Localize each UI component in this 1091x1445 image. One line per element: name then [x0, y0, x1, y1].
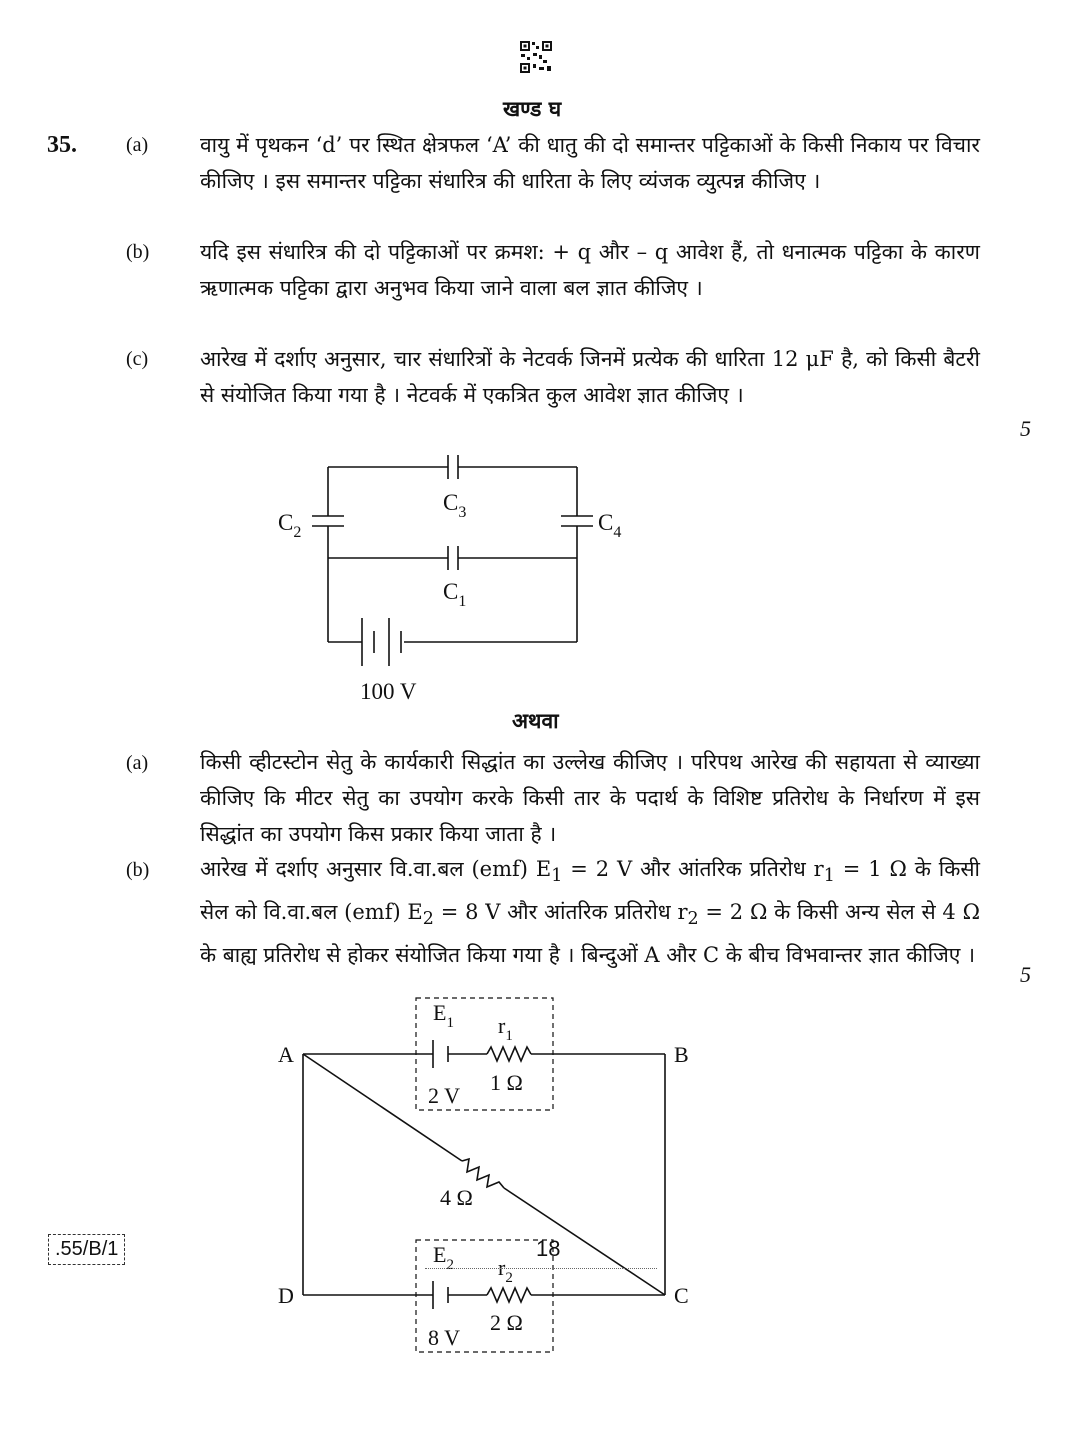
footer-code: .55/B/1	[48, 1234, 125, 1265]
part-b-text: यदि इस संधारित्र की दो पट्टिकाओं पर क्रमश: + q और – q आवेश हैं, तो धनात्मक पट्टिका के कारण ऋणात्मक पट्टिका द्वारा अनुभव किया जाने वाला बल ज्ञात कीजिए ।	[200, 240, 980, 300]
c1-label: $C_1$	[443, 579, 467, 610]
or-part-a-label: (a)	[126, 752, 149, 774]
external-resistor-label: 4 Ω	[440, 1185, 473, 1210]
marks-second: 5	[1020, 962, 1031, 987]
part-c-text: आरेख में दर्शाए अनुसार, चार संधारित्रों के नेटवर्क जिनमें प्रत्येक की धारिता 12 μF है, को किसी बैटरी से संयोजित किया गया है । नेटवर्क में एकत्रित कुल आवेश ज्ञात कीजिए ।	[200, 347, 980, 407]
node-a-label: A	[278, 1042, 294, 1067]
marks-first: 5	[1020, 416, 1031, 441]
v2-label: 8 V	[428, 1325, 460, 1350]
section-title: खण्ड घ	[503, 96, 562, 121]
or-part-b-text: आरेख में दर्शाए अनुसार वि.वा.बल (emf) $E_1 = 2$ V और आंतरिक प्रतिरोध $r_1 = 1$ Ω के किसी सेल को वि.वा.बल (emf) $E_2 = 8$ V और आंतरिक प्रतिरोध $r_2 = 2$ Ω के किसी अन्य सेल से 4 Ω के बाह्य प्रतिरोध से होकर संयोजित किया गया है । बिन्दुओं A और C के बीच विभवान्तर ज्ञात कीजिए ।	[200, 857, 980, 968]
battery-label: 100 V	[360, 679, 417, 704]
c3-label: $C_3$	[443, 490, 467, 521]
node-c-label: C	[674, 1283, 689, 1308]
r2-label: $r_2$	[498, 1255, 513, 1286]
node-b-label: B	[674, 1042, 689, 1067]
capacitor-network-diagram	[0, 440, 1091, 710]
c2-label: $C_2$	[278, 510, 302, 541]
r1-label: $r_1$	[498, 1013, 513, 1044]
qr-code	[519, 40, 553, 74]
e2-label: $E_2$	[433, 1242, 454, 1273]
ohm1-label: 1 Ω	[490, 1070, 523, 1095]
v1-label: 2 V	[428, 1083, 460, 1108]
or-part-b-label: (b)	[126, 859, 150, 881]
e1-label: $E_1$	[433, 1000, 454, 1031]
page-number: 18	[536, 1236, 561, 1261]
part-c-label: (c)	[126, 348, 149, 370]
or-part-a-text: किसी व्हीटस्टोन सेतु के कार्यकारी सिद्धांत का उल्लेख कीजिए । परिपथ आरेख की सहायता से व्याख्या कीजिए कि मीटर सेतु का उपयोग करके किसी तार के पदार्थ के विशिष्ट प्रतिरोध के निर्धारण में इस सिद्धांत का उपयोग किस प्रकार किया जाता है ।	[200, 750, 980, 846]
part-b-label: (b)	[126, 241, 150, 263]
part-a-label: (a)	[126, 134, 149, 156]
part-a-text: वायु में पृथकन ‘d’ पर स्थित क्षेत्रफल ‘A’ की धातु की दो समान्तर पट्टिकाओं के किसी निकाय पर विचार कीजिए । इस समान्तर पट्टिका संधारित्र की धारिता के लिए व्यंजक व्युत्पन्न कीजिए ।	[200, 133, 980, 193]
question-number: 35.	[47, 132, 77, 158]
footer-divider	[425, 1268, 657, 1269]
node-d-label: D	[278, 1283, 294, 1308]
or-label: अथवा	[512, 708, 559, 733]
ohm2-label: 2 Ω	[490, 1310, 523, 1335]
c4-label: $C_4$	[598, 510, 622, 541]
